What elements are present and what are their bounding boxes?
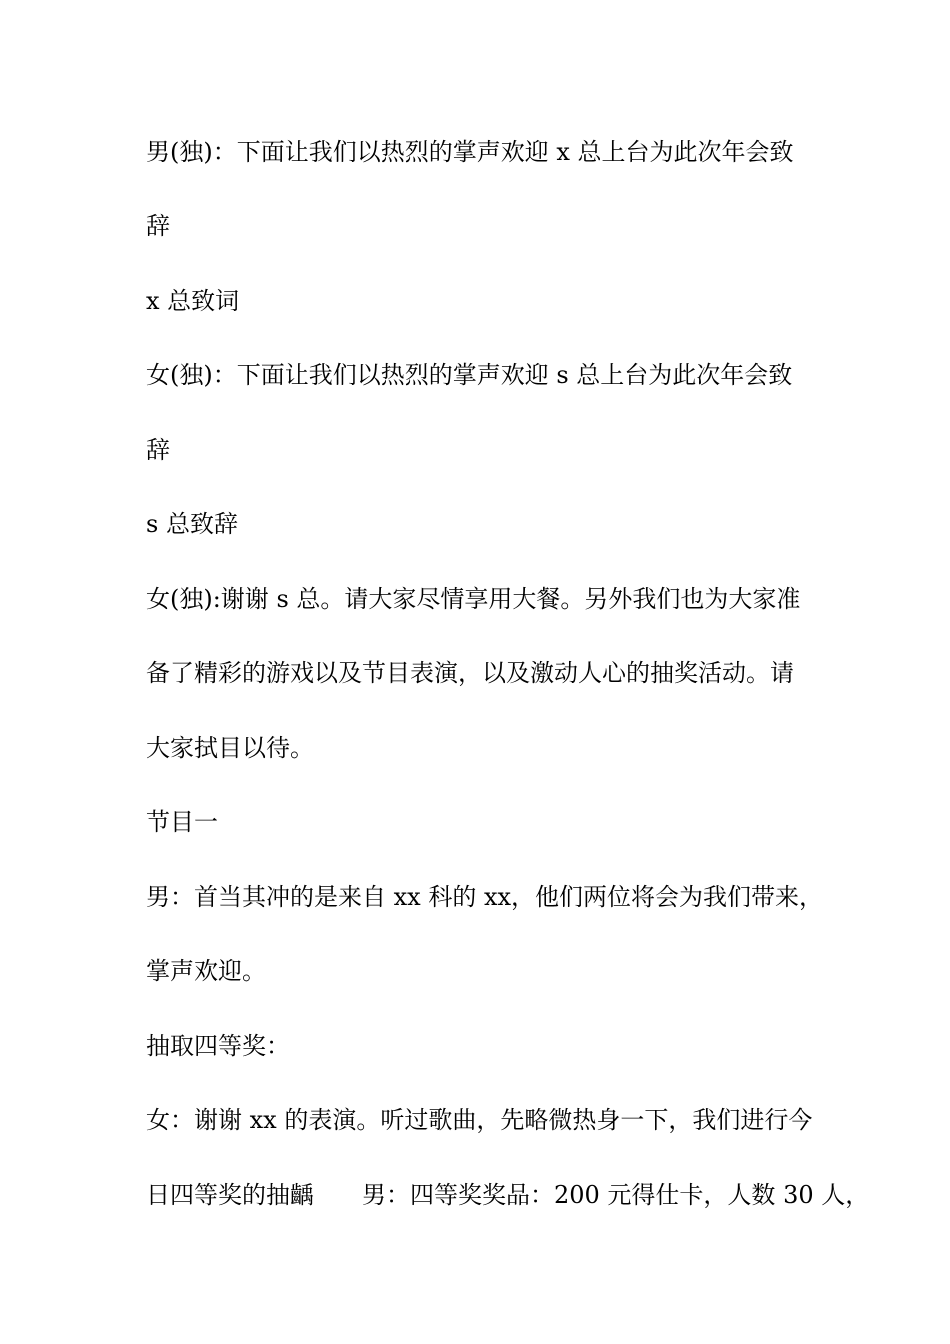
text-line-3: x 总致词 — [146, 287, 240, 315]
text-line-11: 男：首当其冲的是来自 xx 科的 xx，他们两位将会为我们带来， — [146, 883, 824, 911]
text-line-2: 辞 — [146, 212, 170, 240]
text-line-5: 辞 — [146, 436, 170, 464]
text-line-6: s 总致辞 — [146, 510, 238, 538]
text-line-7: 女(独):谢谢 s 总。请大家尽情享用大餐。另外我们也为大家准 — [146, 585, 801, 613]
text-line-14: 女：谢谢 xx 的表演。听过歌曲，先略微热身一下，我们进行今 — [146, 1106, 813, 1134]
text-line-9: 大家拭目以待。 — [146, 734, 314, 762]
text-line-4: 女(独)：下面让我们以热烈的掌声欢迎 s 总上台为此次年会致 — [146, 361, 793, 389]
text-line-12: 掌声欢迎。 — [146, 957, 266, 985]
section-heading-program-1: 节目一 — [146, 808, 218, 836]
text-line-1: 男(独)：下面让我们以热烈的掌声欢迎 x 总上台为此次年会致 — [146, 138, 794, 166]
text-line-15: 日四等奖的抽齲 男：四等奖奖品：200 元得仕卡，人数 30 人， — [146, 1181, 870, 1209]
text-line-8: 备了精彩的游戏以及节目表演，以及激动人心的抽奖活动。请 — [146, 659, 794, 687]
section-heading-fourth-prize: 抽取四等奖： — [146, 1032, 290, 1060]
